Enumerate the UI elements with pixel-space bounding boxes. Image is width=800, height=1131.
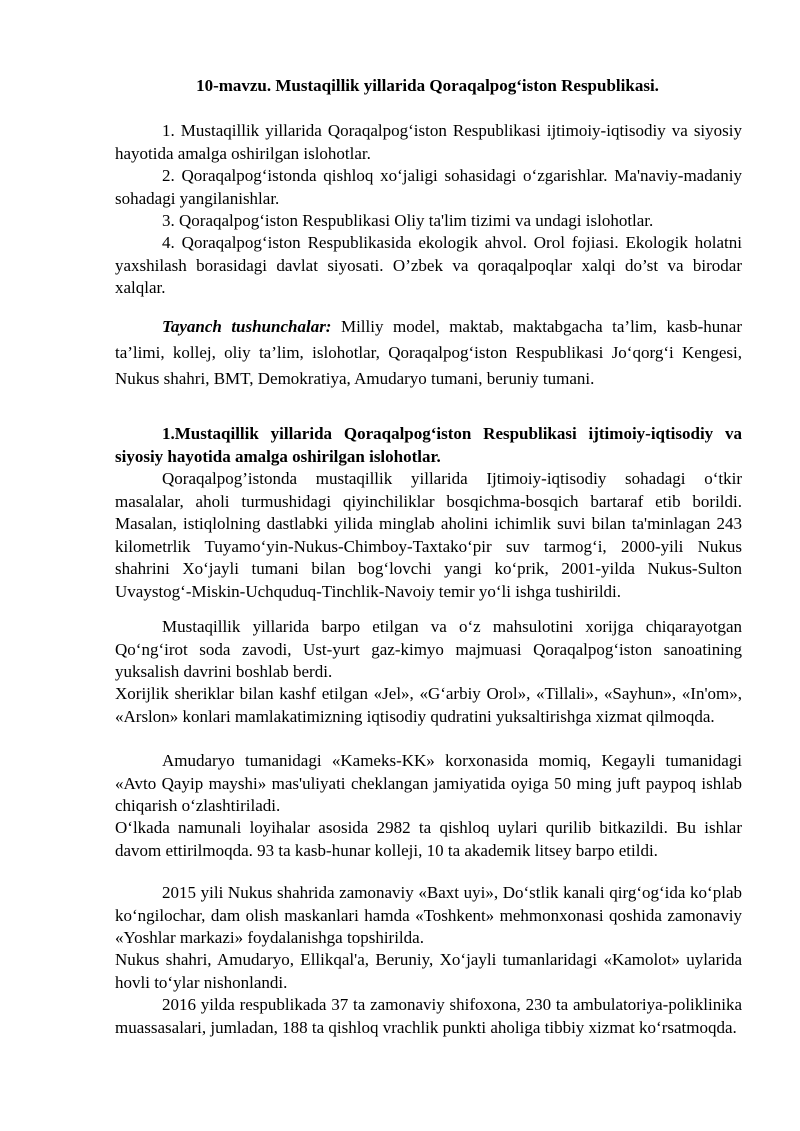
plan-item-3: 3. Qoraqalpog‘iston Respublikasi Oliy ta'lim tizimi va undagi islohotlar. — [162, 211, 654, 230]
document-title: 10-mavzu. Mustaqillik yillarida Qoraqalpog‘iston Respublikasi. — [196, 76, 659, 95]
body-paragraph: Mustaqillik yillarida barpo etilgan va o‘z mahsulotini xorijga chiqarayotgan Qo‘ng‘irot soda zavodi, Ust-yurt gaz-kimyo majmuasi Qoraqalpog‘iston sanoatining yuksalish davrini boshlab berdi. — [115, 617, 742, 682]
key-terms-text: Milliy model, maktab, maktabgacha ta’lim, kasb-hunar ta’limi, kollej, oliy ta’lim, islohotlar, Qoraqalpog‘iston Respublikasi Jo‘qorg‘i Kengesi, Nukus shahri, BMT, Demokratiya, Amudaryo tumani, beruniy tumani. — [115, 317, 743, 388]
plan-item-4: 4. Qoraqalpog‘iston Respublikasida ekologik ahvol. Orol fojiasi. Ekologik holatni yaxshilash borasidagi davlat siyosati. O’zbek va qoraqalpoqlar xalqi do’st va birodar xalqlar. — [115, 233, 742, 298]
plan-item-2: 2. Qoraqalpog‘istonda qishloq xo‘jaligi sohasidagi o‘zgarishlar. Ma'naviy-madaniy sohadagi yangilanishlar. — [115, 166, 742, 208]
body-paragraph: 2016 yilda respublikada 37 ta zamonaviy shifoxona, 230 ta ambulatoriya-poliklinika muassasalari, jumladan, 188 ta qishloq vrachlik punkti aholiga tibbiy xizmat ko‘rsatmoqda. — [115, 995, 742, 1037]
body-paragraph: O‘lkada namunali loyihalar asosida 2982 ta qishloq uylari qurilib bitkazildi. Bu ishlar davom ettirilmoqda. 93 ta kasb-hunar kolleji, 10 ta akademik litsey barpo etildi. — [115, 818, 742, 860]
body-paragraph: Qoraqalpog’istonda mustaqillik yillarida Ijtimoiy-iqtisodiy sohadagi o‘tkir masalalar, aholi turmushidagi qiyinchiliklar bosqichma-bosqich bartaraf etib borildi. Masalan, istiqlolning dastlabki yilida minglab aholini ichimlik suvi bilan ta'minlagan 243 kilometrlik Tuyamo‘yin-Nukus-Chimboy-Taxtako‘pir suv tarmog‘i, 2000-yili Nukus shahrini Xo‘jayli tumani bilan bog‘lovchi yangi ko‘prik, 2001-yilda Nukus-Sulton Uvaystog‘-Miskin-Uchquduq-Tinchlik-Navoiy temir yo‘li ishga tushirildi. — [115, 469, 742, 601]
key-terms-label: Tayanch tushunchalar: — [162, 317, 332, 336]
body-paragraph: Xorijlik sheriklar bilan kashf etilgan «Jel», «G‘arbiy Orol», «Tillali», «Sayhun», «In'om», «Arslon» konlari mamlakatimizning iqtisodiy qudratini yuksaltirishga xizmat qilmoqda. — [115, 684, 742, 726]
key-terms-paragraph — [115, 314, 742, 392]
body-paragraph: Amudaryo tumanidagi «Kameks-KK» korxonasida momiq, Kegayli tumanidagi «Avto Qayip mayshi» mas'uliyati cheklangan jamiyatida oyiga 50 ming juft paypoq ishlab chiqarish o‘zlashtiriladi. — [115, 751, 742, 816]
section-heading: 1.Mustaqillik yillarida Qoraqalpog‘iston Respublikasi ijtimoiy-iqtisodiy va siyosiy hayotida amalga oshirilgan islohotlar. — [115, 424, 742, 466]
body-paragraph: Nukus shahri, Amudaryo, Ellikqal'a, Beruniy, Xo‘jayli tumanlaridagi «Kamolot» uylarida hovli to‘ylar nishonlandi. — [115, 950, 742, 992]
plan-item-1: 1. Mustaqillik yillarida Qoraqalpog‘iston Respublikasi ijtimoiy-iqtisodiy va siyosiy hayotida amalga oshirilgan islohotlar. — [115, 121, 742, 163]
body-paragraph: 2015 yili Nukus shahrida zamonaviy «Baxt uyi», Do‘stlik kanali qirg‘og‘ida ko‘plab ko‘ngilochar, dam olish maskanlari hamda «Toshkent» mehmonxonasi qoshida zamonaviy «Yoshlar markazi» foydalanishga topshirilda. — [115, 883, 742, 948]
